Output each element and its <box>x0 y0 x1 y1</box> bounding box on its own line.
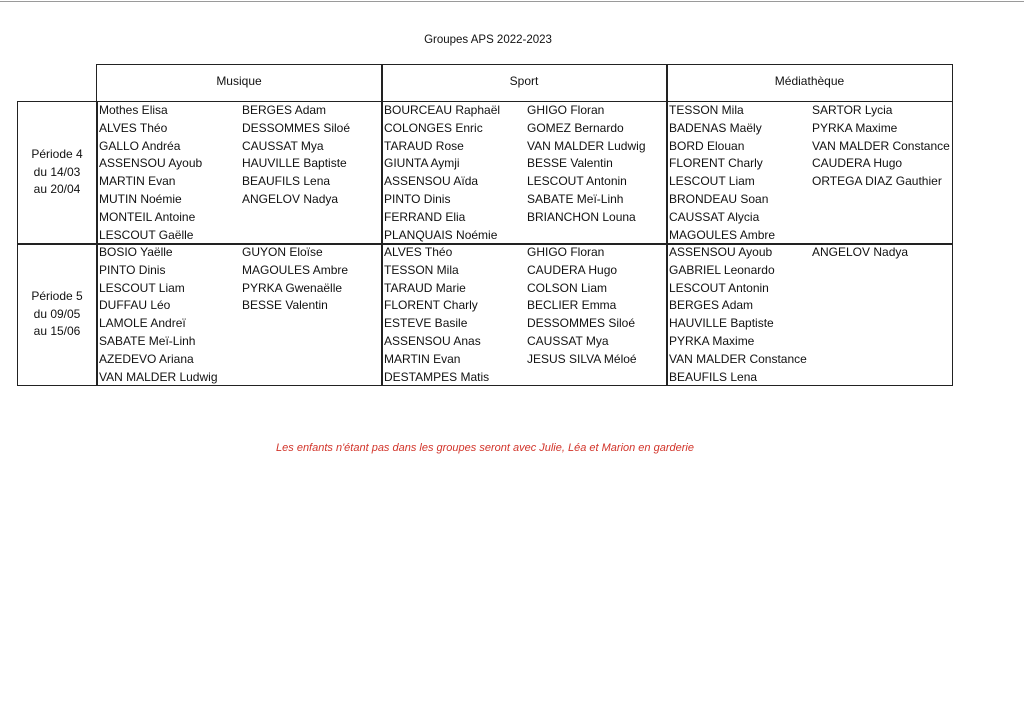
child-name: TESSON Mila <box>669 103 744 117</box>
child-name: BOSIO Yaëlle <box>99 245 173 259</box>
child-name: JESUS SILVA Méloé <box>527 351 637 366</box>
child-name: VAN MALDER Constance <box>812 138 950 153</box>
child-name: PINTO Dinis <box>99 262 166 277</box>
child-name: CAUSSAT Mya <box>527 333 609 348</box>
child-name: ASSENSOU Aïda <box>384 174 479 189</box>
child-name: CAUSSAT Mya <box>242 138 324 153</box>
name-list <box>527 102 646 227</box>
child-name: BOURCEAU Raphaël <box>384 103 501 117</box>
child-name: TARAUD Rose <box>384 138 464 153</box>
child-name: HAUVILLE Baptiste <box>242 156 347 171</box>
top-rule <box>0 1 1024 2</box>
child-name: BEAUFILS Lena <box>242 174 331 189</box>
child-name: MONTEIL Antoine <box>99 209 196 224</box>
name-list <box>99 244 218 386</box>
col-divider <box>381 64 383 386</box>
child-name: BESSE Valentin <box>242 298 328 313</box>
child-name: DESSOMMES Siloé <box>527 316 636 331</box>
child-name: ALVES Théo <box>99 120 168 135</box>
child-name: FLORENT Charly <box>669 156 763 171</box>
child-name: FLORENT Charly <box>384 298 478 313</box>
child-name: PLANQUAIS Noémie <box>384 227 498 242</box>
child-name: CAUDERA Hugo <box>527 262 618 277</box>
child-name: GHIGO Floran <box>527 103 605 117</box>
name-list <box>812 244 908 262</box>
child-name: BORD Elouan <box>669 138 745 153</box>
child-name: TARAUD Marie <box>384 280 466 295</box>
period-4-label: Période 4 du 14/03 au 20/04 <box>31 147 83 196</box>
child-name: ESTEVE Basile <box>384 316 468 331</box>
child-name: SABATE Meï-Linh <box>99 333 196 348</box>
child-name: ANGELOV Nadya <box>242 191 339 206</box>
period-5-label: Période 5 du 09/05 au 15/06 <box>31 289 83 338</box>
name-list <box>384 244 489 386</box>
child-name: GUYON Eloïse <box>242 245 323 259</box>
child-name: LAMOLE Andreï <box>99 316 186 331</box>
child-name: ASSENSOU Ayoub <box>99 156 203 171</box>
child-name: SARTOR Lycia <box>812 103 893 117</box>
child-name: GABRIEL Leonardo <box>669 262 775 277</box>
child-name: GIUNTA Aymji <box>384 156 460 171</box>
child-name: ORTEGA DIAZ Gauthier <box>812 174 942 189</box>
name-list <box>812 102 950 191</box>
child-name: FERRAND Elia <box>384 209 466 224</box>
child-name: Mothes Elisa <box>99 103 168 117</box>
child-name: LESCOUT Liam <box>669 174 755 189</box>
footer-note: Les enfants n'étant pas dans les groupes seront avec Julie, Léa et Marion en garderie <box>276 442 694 454</box>
column-header-sport: Sport <box>509 74 539 88</box>
column-header-mediatheque: Médiathèque <box>774 74 845 88</box>
child-name: ANGELOV Nadya <box>812 245 909 259</box>
child-name: BESSE Valentin <box>527 156 613 171</box>
child-name: LESCOUT Antonin <box>527 174 627 189</box>
name-list <box>242 244 348 315</box>
child-name: CAUDERA Hugo <box>812 156 903 171</box>
child-name: MARTIN Evan <box>384 351 461 366</box>
child-name: ALVES Théo <box>384 245 453 259</box>
child-name: DESTAMPES Matis <box>384 369 490 384</box>
child-name: ASSENSOU Ayoub <box>669 245 773 259</box>
child-name: GHIGO Floran <box>527 245 605 259</box>
child-name: BERGES Adam <box>242 103 327 117</box>
child-name: BERGES Adam <box>669 298 754 313</box>
child-name: COLSON Liam <box>527 280 608 295</box>
child-name: BADENAS Maëly <box>669 120 762 135</box>
child-name: PYRKA Maxime <box>812 120 898 135</box>
column-header-musique: Musique <box>216 74 262 88</box>
child-name: SABATE Meï-Linh <box>527 191 624 206</box>
child-name: PYRKA Maxime <box>669 333 755 348</box>
child-name: BECLIER Emma <box>527 298 617 313</box>
name-list <box>242 102 350 209</box>
name-list <box>527 244 637 369</box>
child-name: LESCOUT Gaëlle <box>99 227 194 242</box>
child-name: BEAUFILS Lena <box>669 369 758 384</box>
child-name: MAGOULES Ambre <box>669 227 776 242</box>
document-title: Groupes APS 2022-2023 <box>424 34 552 46</box>
child-name: COLONGES Enric <box>384 120 483 135</box>
child-name: CAUSSAT Alycia <box>669 209 760 224</box>
child-name: HAUVILLE Baptiste <box>669 316 774 331</box>
name-list <box>384 102 500 244</box>
name-list <box>99 102 202 244</box>
child-name: ASSENSOU Anas <box>384 333 481 348</box>
child-name: GALLO Andréa <box>99 138 181 153</box>
child-name: MUTIN Noémie <box>99 191 182 206</box>
child-name: MAGOULES Ambre <box>242 262 349 277</box>
child-name: MARTIN Evan <box>99 174 176 189</box>
child-name: VAN MALDER Ludwig <box>99 369 218 384</box>
child-name: GOMEZ Bernardo <box>527 120 624 135</box>
child-name: TESSON Mila <box>384 262 459 277</box>
child-name: VAN MALDER Ludwig <box>527 138 646 153</box>
col-divider <box>666 64 668 386</box>
child-name: DESSOMMES Siloé <box>242 120 351 135</box>
child-name: LESCOUT Liam <box>99 280 185 295</box>
child-name: PYRKA Gwenaëlle <box>242 280 343 295</box>
child-name: BRONDEAU Soan <box>669 191 769 206</box>
child-name: BRIANCHON Louna <box>527 209 636 224</box>
child-name: PINTO Dinis <box>384 191 451 206</box>
child-name: LESCOUT Antonin <box>669 280 769 295</box>
name-list <box>669 244 807 386</box>
child-name: VAN MALDER Constance <box>669 351 807 366</box>
name-list <box>669 102 775 244</box>
child-name: DUFFAU Léo <box>99 298 171 313</box>
child-name: AZEDEVO Ariana <box>99 351 194 366</box>
